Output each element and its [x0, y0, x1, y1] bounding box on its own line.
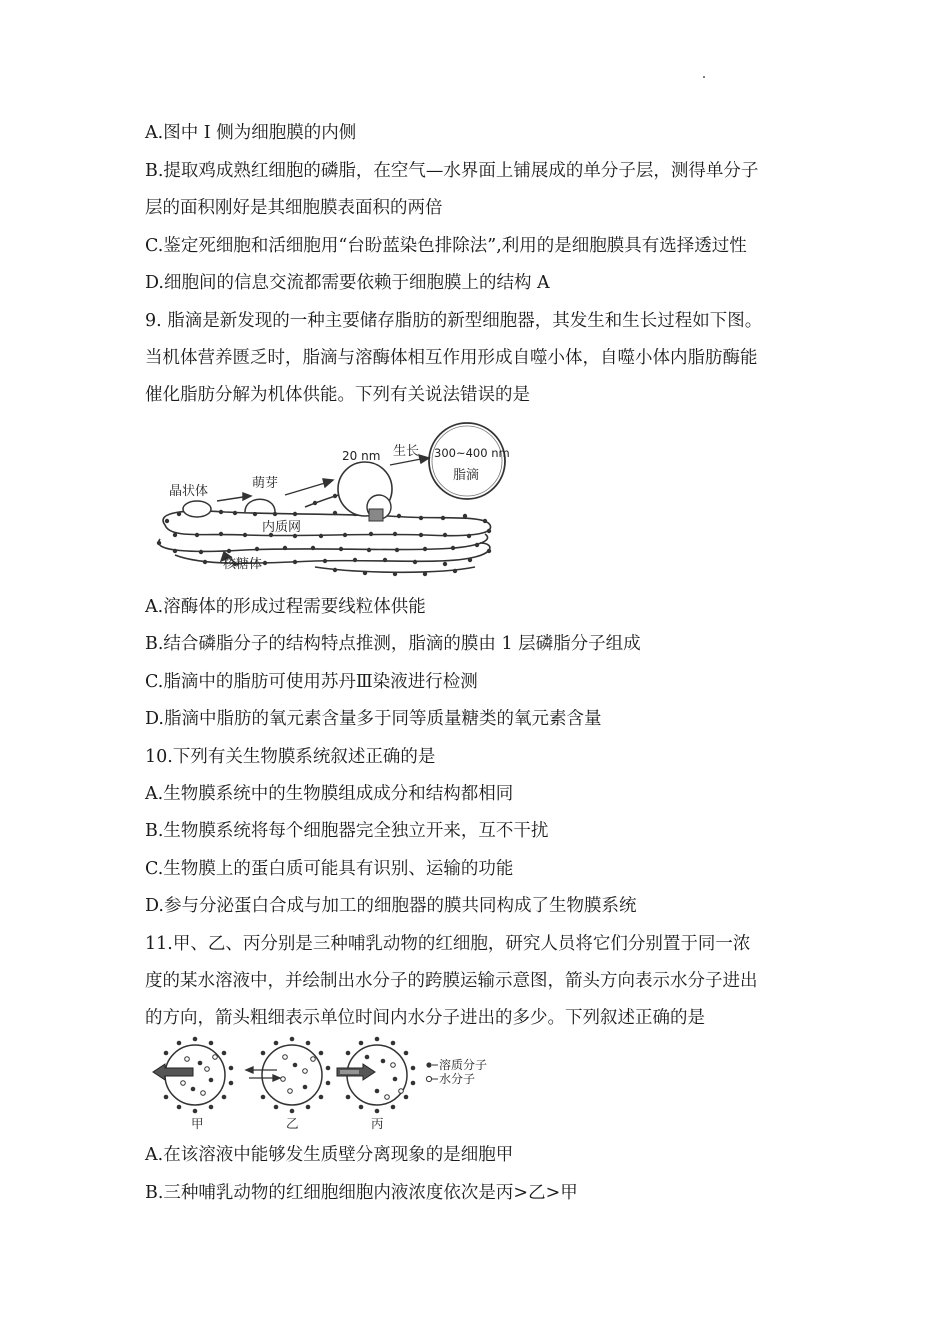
label-size-small: 20 nm	[342, 449, 381, 463]
q11-stem-line3: 的方向，箭头粗细表示单位时间内水分子进出的多少。下列叙述正确的是	[145, 1008, 705, 1028]
q8-option-b-line2: 层的面积刚好是其细胞膜表面积的两倍	[145, 198, 443, 218]
label-crystal: 晶状体	[169, 484, 209, 499]
legend-solute: 溶质分子	[439, 1058, 488, 1072]
q10-option-d: D.参与分泌蛋白合成与加工的细胞器的膜共同构成了生物膜系统	[145, 896, 637, 916]
q9-stem-line3: 催化脂肪分解为机体供能。下列有关说法错误的是	[145, 385, 530, 405]
label-cell-bing: 丙	[371, 1116, 384, 1131]
cell-bing	[337, 1037, 415, 1114]
q11-option-b: B.三种哺乳动物的红细胞细胞内液浓度依次是丙>乙>甲	[145, 1183, 578, 1203]
q9-option-b: B.结合磷脂分子的结构特点推测，脂滴的膜由 1 层磷脂分子组成	[145, 634, 641, 654]
q10-option-b: B.生物膜系统将每个细胞器完全独立开来，互不干扰	[145, 821, 549, 841]
q11-stem-line2: 度的某水溶液中，并绘制出水分子的跨膜运输示意图，箭头方向表示水分子进出	[145, 971, 758, 991]
label-size-large: 300~400 nm	[434, 446, 510, 460]
q9-stem-line2: 当机体营养匮乏时，脂滴与溶酶体相互作用形成自噬小体，自噬小体内脂肪酶能	[145, 348, 758, 368]
lipid-droplet-figure	[145, 417, 515, 579]
q9-option-d: D.脂滴中脂肪的氧元素含量多于同等质量糖类的氧元素含量	[145, 709, 602, 729]
label-ribosome: 核糖体	[223, 557, 263, 572]
q9-stem-line1: 9. 脂滴是新发现的一种主要储存脂肪的新型细胞器，其发生和生长过程如下图。	[145, 311, 763, 331]
label-er: 内质网	[262, 520, 302, 535]
label-cell-yi: 乙	[286, 1116, 299, 1131]
q10-option-c: C.生物膜上的蛋白质可能具有识别、运输的功能	[145, 859, 514, 879]
label-cell-jia: 甲	[191, 1116, 204, 1131]
label-bud: 萌芽	[252, 476, 279, 491]
q11-stem-line1: 11.甲、乙、丙分别是三种哺乳动物的红细胞，研究人员将它们分别置于同一浓	[145, 934, 751, 954]
q10-option-a: A.生物膜系统中的生物膜组成成分和结构都相同	[145, 784, 514, 804]
cell-yi	[246, 1037, 330, 1114]
q8-option-a: A.图中 I 侧为细胞膜的内侧	[145, 123, 357, 143]
red-cells-figure	[145, 1035, 500, 1133]
q11-option-a: A.在该溶液中能够发生质壁分离现象的是细胞甲	[145, 1145, 514, 1165]
label-grow: 生长	[393, 444, 420, 459]
q8-option-d: D.细胞间的信息交流都需要依赖于细胞膜上的结构 A	[145, 273, 550, 293]
page-dot	[703, 76, 705, 78]
q8-option-b-line1: B.提取鸡成熟红细胞的磷脂，在空气—水界面上铺展成的单分子层，测得单分子	[145, 161, 759, 181]
q10-stem: 10.下列有关生物膜系统叙述正确的是	[145, 747, 436, 767]
q9-option-a: A.溶酶体的形成过程需要线粒体供能	[145, 597, 426, 617]
legend-water: 水分子	[439, 1072, 476, 1086]
q9-option-c: C.脂滴中的脂肪可使用苏丹Ⅲ染液进行检测	[145, 672, 478, 692]
cell-jia	[153, 1037, 233, 1114]
label-droplet: 脂滴	[453, 468, 480, 483]
q8-option-c: C.鉴定死细胞和活细胞用“台盼蓝染色排除法”,利用的是细胞膜具有选择透过性	[145, 236, 747, 256]
